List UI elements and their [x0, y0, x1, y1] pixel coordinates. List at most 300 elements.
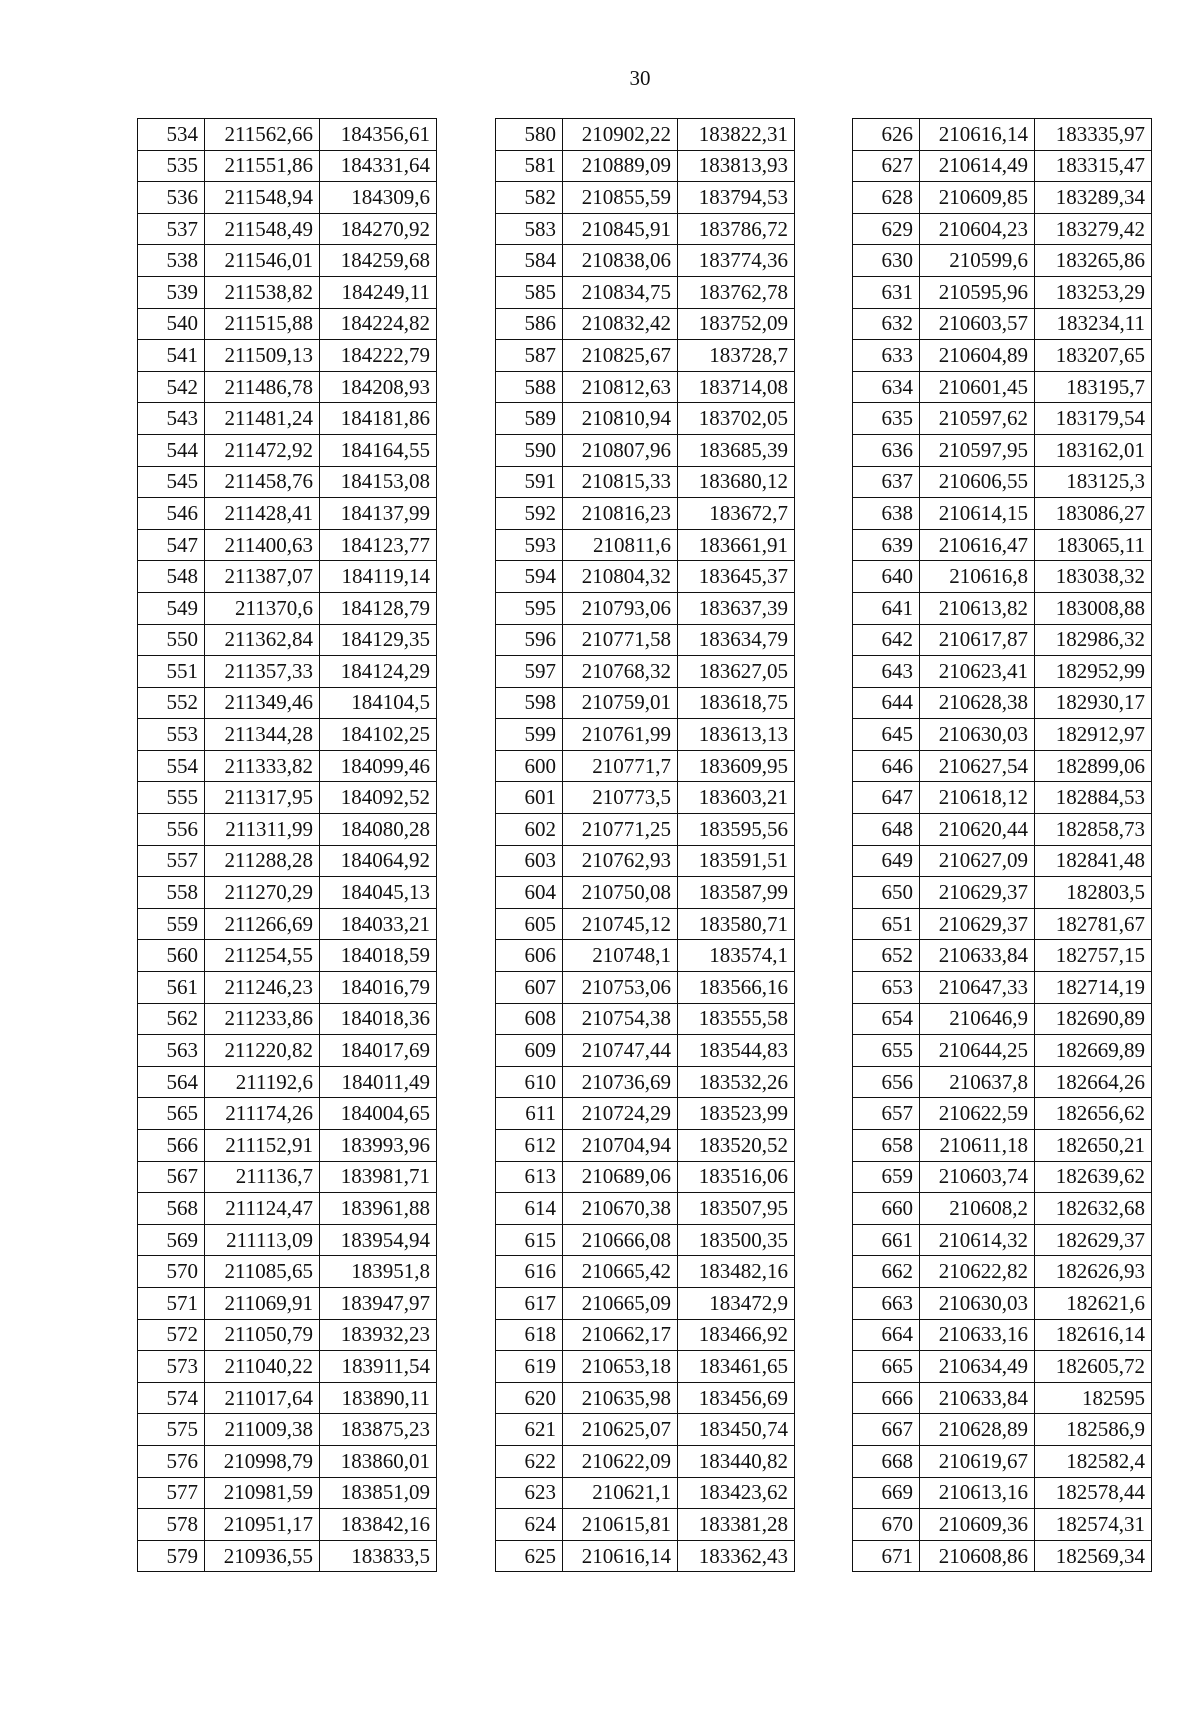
table-row: [138, 466, 437, 498]
table-row: [496, 498, 795, 530]
y-coordinate-cell: 183279,42: [1035, 213, 1152, 245]
point-number-cell: 591: [496, 466, 563, 498]
y-coordinate-cell: 183587,99: [678, 877, 795, 909]
x-coordinate-cell: 211017,64: [205, 1382, 320, 1414]
table-row: [496, 940, 795, 972]
table-row: [138, 276, 437, 308]
x-coordinate-cell: 210816,23: [563, 498, 678, 530]
point-number-cell: 618: [496, 1319, 563, 1351]
table-row: [138, 1540, 437, 1572]
point-number-cell: 568: [138, 1193, 205, 1225]
y-coordinate-cell: 183574,1: [678, 940, 795, 972]
table-row: [853, 940, 1152, 972]
table-row: [138, 1287, 437, 1319]
y-coordinate-cell: 183086,27: [1035, 498, 1152, 530]
y-coordinate-cell: 182586,9: [1035, 1414, 1152, 1446]
y-coordinate-cell: 184331,64: [320, 150, 437, 182]
x-coordinate-cell: 211333,82: [205, 750, 320, 782]
x-coordinate-cell: 210622,09: [563, 1445, 678, 1477]
x-coordinate-cell: 210665,42: [563, 1256, 678, 1288]
y-coordinate-cell: 183685,39: [678, 434, 795, 466]
point-number-cell: 617: [496, 1287, 563, 1319]
point-number-cell: 668: [853, 1445, 920, 1477]
table-row: [138, 529, 437, 561]
x-coordinate-cell: 210704,94: [563, 1130, 678, 1162]
table-row: [138, 434, 437, 466]
point-number-cell: 654: [853, 1003, 920, 1035]
point-number-cell: 583: [496, 213, 563, 245]
y-coordinate-cell: 183315,47: [1035, 150, 1152, 182]
x-coordinate-cell: 210622,59: [920, 1098, 1035, 1130]
point-number-cell: 611: [496, 1098, 563, 1130]
y-coordinate-cell: 183544,83: [678, 1035, 795, 1067]
x-coordinate-cell: 210630,03: [920, 1287, 1035, 1319]
point-number-cell: 549: [138, 592, 205, 624]
y-coordinate-cell: 182664,26: [1035, 1066, 1152, 1098]
point-number-cell: 622: [496, 1445, 563, 1477]
x-coordinate-cell: 210825,67: [563, 340, 678, 372]
table-row: [496, 340, 795, 372]
coordinates-table-3: [852, 118, 1152, 1572]
table-row: [138, 403, 437, 435]
point-number-cell: 588: [496, 371, 563, 403]
x-coordinate-cell: 210753,06: [563, 972, 678, 1004]
y-coordinate-cell: 182912,97: [1035, 719, 1152, 751]
x-coordinate-cell: 210633,16: [920, 1319, 1035, 1351]
table-row: [496, 1414, 795, 1446]
y-coordinate-cell: 183822,31: [678, 119, 795, 151]
x-coordinate-cell: 210608,86: [920, 1540, 1035, 1572]
table-row: [496, 1287, 795, 1319]
x-coordinate-cell: 210812,63: [563, 371, 678, 403]
y-coordinate-cell: 183932,23: [320, 1319, 437, 1351]
table-row: [138, 1098, 437, 1130]
y-coordinate-cell: 182626,93: [1035, 1256, 1152, 1288]
table-row: [138, 213, 437, 245]
point-number-cell: 639: [853, 529, 920, 561]
y-coordinate-cell: 183008,88: [1035, 592, 1152, 624]
table-row: [853, 908, 1152, 940]
y-coordinate-cell: 183762,78: [678, 276, 795, 308]
y-coordinate-cell: 183500,35: [678, 1224, 795, 1256]
point-number-cell: 550: [138, 624, 205, 656]
x-coordinate-cell: 210604,89: [920, 340, 1035, 372]
table-row: [853, 1098, 1152, 1130]
y-coordinate-cell: 184104,5: [320, 687, 437, 719]
x-coordinate-cell: 210633,84: [920, 1382, 1035, 1414]
y-coordinate-cell: 183523,99: [678, 1098, 795, 1130]
x-coordinate-cell: 210832,42: [563, 308, 678, 340]
point-number-cell: 605: [496, 908, 563, 940]
table-row: [853, 1445, 1152, 1477]
y-coordinate-cell: 184123,77: [320, 529, 437, 561]
y-coordinate-cell: 184017,69: [320, 1035, 437, 1067]
x-coordinate-cell: 211458,76: [205, 466, 320, 498]
x-coordinate-cell: 210615,81: [563, 1509, 678, 1541]
table-row: [853, 1477, 1152, 1509]
x-coordinate-cell: 210815,33: [563, 466, 678, 498]
table-row: [496, 1477, 795, 1509]
x-coordinate-cell: 210745,12: [563, 908, 678, 940]
x-coordinate-cell: 210625,07: [563, 1414, 678, 1446]
table-row: [138, 1161, 437, 1193]
y-coordinate-cell: 183851,09: [320, 1477, 437, 1509]
x-coordinate-cell: 211538,82: [205, 276, 320, 308]
point-number-cell: 660: [853, 1193, 920, 1225]
x-coordinate-cell: 210614,15: [920, 498, 1035, 530]
x-coordinate-cell: 210662,17: [563, 1319, 678, 1351]
y-coordinate-cell: 182605,72: [1035, 1351, 1152, 1383]
point-number-cell: 555: [138, 782, 205, 814]
table-row: [496, 434, 795, 466]
y-coordinate-cell: 184224,82: [320, 308, 437, 340]
table-row: [853, 624, 1152, 656]
point-number-cell: 567: [138, 1161, 205, 1193]
table-row: [853, 466, 1152, 498]
table-row: [853, 150, 1152, 182]
point-number-cell: 632: [853, 308, 920, 340]
point-number-cell: 644: [853, 687, 920, 719]
point-number-cell: 643: [853, 656, 920, 688]
x-coordinate-cell: 210622,82: [920, 1256, 1035, 1288]
y-coordinate-cell: 183362,43: [678, 1540, 795, 1572]
x-coordinate-cell: 211362,84: [205, 624, 320, 656]
x-coordinate-cell: 210998,79: [205, 1445, 320, 1477]
y-coordinate-cell: 184309,6: [320, 182, 437, 214]
table-row: [496, 1066, 795, 1098]
table-row: [853, 1066, 1152, 1098]
table-row: [496, 750, 795, 782]
y-coordinate-cell: 183450,74: [678, 1414, 795, 1446]
table-row: [853, 213, 1152, 245]
point-number-cell: 574: [138, 1382, 205, 1414]
y-coordinate-cell: 183507,95: [678, 1193, 795, 1225]
x-coordinate-cell: 210748,1: [563, 940, 678, 972]
y-coordinate-cell: 182952,99: [1035, 656, 1152, 688]
x-coordinate-cell: 210768,32: [563, 656, 678, 688]
table-row: [496, 466, 795, 498]
table-row: [138, 719, 437, 751]
table-row: [138, 782, 437, 814]
x-coordinate-cell: 210616,8: [920, 561, 1035, 593]
x-coordinate-cell: 211546,01: [205, 245, 320, 277]
point-number-cell: 610: [496, 1066, 563, 1098]
x-coordinate-cell: 210623,41: [920, 656, 1035, 688]
point-number-cell: 662: [853, 1256, 920, 1288]
point-number-cell: 663: [853, 1287, 920, 1319]
point-number-cell: 655: [853, 1035, 920, 1067]
y-coordinate-cell: 183461,65: [678, 1351, 795, 1383]
y-coordinate-cell: 182986,32: [1035, 624, 1152, 656]
y-coordinate-cell: 184124,29: [320, 656, 437, 688]
table-row: [138, 1319, 437, 1351]
point-number-cell: 535: [138, 150, 205, 182]
x-coordinate-cell: 210754,38: [563, 1003, 678, 1035]
table-row: [853, 308, 1152, 340]
table-row: [853, 845, 1152, 877]
x-coordinate-cell: 211124,47: [205, 1193, 320, 1225]
point-number-cell: 560: [138, 940, 205, 972]
y-coordinate-cell: 183794,53: [678, 182, 795, 214]
point-number-cell: 579: [138, 1540, 205, 1572]
x-coordinate-cell: 210653,18: [563, 1351, 678, 1383]
point-number-cell: 653: [853, 972, 920, 1004]
point-number-cell: 646: [853, 750, 920, 782]
point-number-cell: 580: [496, 119, 563, 151]
x-coordinate-cell: 211152,91: [205, 1130, 320, 1162]
x-coordinate-cell: 210608,2: [920, 1193, 1035, 1225]
x-coordinate-cell: 211266,69: [205, 908, 320, 940]
y-coordinate-cell: 183786,72: [678, 213, 795, 245]
table-row: [496, 877, 795, 909]
point-number-cell: 534: [138, 119, 205, 151]
table-row: [138, 1382, 437, 1414]
table-row: [138, 245, 437, 277]
table-row: [853, 656, 1152, 688]
x-coordinate-cell: 211548,94: [205, 182, 320, 214]
x-coordinate-cell: 211233,86: [205, 1003, 320, 1035]
point-number-cell: 652: [853, 940, 920, 972]
x-coordinate-cell: 210747,44: [563, 1035, 678, 1067]
y-coordinate-cell: 184137,99: [320, 498, 437, 530]
point-number-cell: 594: [496, 561, 563, 593]
x-coordinate-cell: 211349,46: [205, 687, 320, 719]
x-coordinate-cell: 211472,92: [205, 434, 320, 466]
x-coordinate-cell: 211246,23: [205, 972, 320, 1004]
y-coordinate-cell: 182574,31: [1035, 1509, 1152, 1541]
y-coordinate-cell: 183702,05: [678, 403, 795, 435]
y-coordinate-cell: 183609,95: [678, 750, 795, 782]
table-row: [853, 972, 1152, 1004]
y-coordinate-cell: 182656,62: [1035, 1098, 1152, 1130]
point-number-cell: 598: [496, 687, 563, 719]
x-coordinate-cell: 210597,62: [920, 403, 1035, 435]
table-row: [138, 750, 437, 782]
table-row: [138, 1477, 437, 1509]
point-number-cell: 540: [138, 308, 205, 340]
point-number-cell: 541: [138, 340, 205, 372]
table-row: [496, 1098, 795, 1130]
y-coordinate-cell: 183613,13: [678, 719, 795, 751]
point-number-cell: 558: [138, 877, 205, 909]
point-number-cell: 630: [853, 245, 920, 277]
point-number-cell: 584: [496, 245, 563, 277]
table-row: [496, 719, 795, 751]
y-coordinate-cell: 183947,97: [320, 1287, 437, 1319]
x-coordinate-cell: 210855,59: [563, 182, 678, 214]
y-coordinate-cell: 183603,21: [678, 782, 795, 814]
table-row: [853, 750, 1152, 782]
y-coordinate-cell: 184080,28: [320, 814, 437, 846]
y-coordinate-cell: 183860,01: [320, 1445, 437, 1477]
x-coordinate-cell: 210628,38: [920, 687, 1035, 719]
y-coordinate-cell: 183472,9: [678, 1287, 795, 1319]
x-coordinate-cell: 211387,07: [205, 561, 320, 593]
point-number-cell: 667: [853, 1414, 920, 1446]
point-number-cell: 603: [496, 845, 563, 877]
table-row: [853, 340, 1152, 372]
table-row: [496, 150, 795, 182]
table-row: [853, 371, 1152, 403]
x-coordinate-cell: 210936,55: [205, 1540, 320, 1572]
point-number-cell: 537: [138, 213, 205, 245]
table-row: [853, 1224, 1152, 1256]
x-coordinate-cell: 210599,6: [920, 245, 1035, 277]
x-coordinate-cell: 210601,45: [920, 371, 1035, 403]
table-row: [853, 782, 1152, 814]
y-coordinate-cell: 183466,92: [678, 1319, 795, 1351]
y-coordinate-cell: 183661,91: [678, 529, 795, 561]
point-number-cell: 545: [138, 466, 205, 498]
table-row: [853, 877, 1152, 909]
x-coordinate-cell: 210620,44: [920, 814, 1035, 846]
x-coordinate-cell: 211085,65: [205, 1256, 320, 1288]
x-coordinate-cell: 210773,5: [563, 782, 678, 814]
table-row: [853, 1003, 1152, 1035]
coordinates-table-1: [137, 118, 437, 1572]
point-number-cell: 602: [496, 814, 563, 846]
point-number-cell: 649: [853, 845, 920, 877]
x-coordinate-cell: 210613,82: [920, 592, 1035, 624]
x-coordinate-cell: 210603,74: [920, 1161, 1035, 1193]
table-row: [496, 1256, 795, 1288]
point-number-cell: 590: [496, 434, 563, 466]
table-row: [853, 1540, 1152, 1572]
y-coordinate-cell: 183672,7: [678, 498, 795, 530]
x-coordinate-cell: 211040,22: [205, 1351, 320, 1383]
y-coordinate-cell: 183774,36: [678, 245, 795, 277]
table-row: [496, 561, 795, 593]
table-row: [496, 1193, 795, 1225]
table-row: [853, 119, 1152, 151]
y-coordinate-cell: 184129,35: [320, 624, 437, 656]
point-number-cell: 614: [496, 1193, 563, 1225]
point-number-cell: 599: [496, 719, 563, 751]
y-coordinate-cell: 184259,68: [320, 245, 437, 277]
table-row: [138, 119, 437, 151]
x-coordinate-cell: 211288,28: [205, 845, 320, 877]
table-row: [853, 561, 1152, 593]
y-coordinate-cell: 183265,86: [1035, 245, 1152, 277]
x-coordinate-cell: 211113,09: [205, 1224, 320, 1256]
table-row: [496, 276, 795, 308]
x-coordinate-cell: 210845,91: [563, 213, 678, 245]
point-number-cell: 670: [853, 1509, 920, 1541]
x-coordinate-cell: 211551,86: [205, 150, 320, 182]
point-number-cell: 563: [138, 1035, 205, 1067]
table-row: [138, 182, 437, 214]
x-coordinate-cell: 210647,33: [920, 972, 1035, 1004]
x-coordinate-cell: 210759,01: [563, 687, 678, 719]
y-coordinate-cell: 182629,37: [1035, 1224, 1152, 1256]
y-coordinate-cell: 183728,7: [678, 340, 795, 372]
point-number-cell: 592: [496, 498, 563, 530]
point-number-cell: 656: [853, 1066, 920, 1098]
table-row: [496, 972, 795, 1004]
y-coordinate-cell: 182650,21: [1035, 1130, 1152, 1162]
x-coordinate-cell: 211009,38: [205, 1414, 320, 1446]
y-coordinate-cell: 183195,7: [1035, 371, 1152, 403]
x-coordinate-cell: 210616,14: [920, 119, 1035, 151]
table-row: [853, 1035, 1152, 1067]
y-coordinate-cell: 183618,75: [678, 687, 795, 719]
y-coordinate-cell: 184222,79: [320, 340, 437, 372]
y-coordinate-cell: 183482,16: [678, 1256, 795, 1288]
table-row: [853, 1382, 1152, 1414]
table-row: [853, 1256, 1152, 1288]
page-number: 30: [629, 66, 651, 90]
x-coordinate-cell: 211370,6: [205, 592, 320, 624]
y-coordinate-cell: 184011,49: [320, 1066, 437, 1098]
x-coordinate-cell: 210619,67: [920, 1445, 1035, 1477]
y-coordinate-cell: 184208,93: [320, 371, 437, 403]
table-row: [496, 245, 795, 277]
x-coordinate-cell: 210670,38: [563, 1193, 678, 1225]
point-number-cell: 586: [496, 308, 563, 340]
y-coordinate-cell: 183516,06: [678, 1161, 795, 1193]
point-number-cell: 553: [138, 719, 205, 751]
table-row: [853, 1193, 1152, 1225]
y-coordinate-cell: 183890,11: [320, 1382, 437, 1414]
point-number-cell: 559: [138, 908, 205, 940]
table-row: [853, 529, 1152, 561]
point-number-cell: 613: [496, 1161, 563, 1193]
point-number-cell: 607: [496, 972, 563, 1004]
y-coordinate-cell: 184270,92: [320, 213, 437, 245]
y-coordinate-cell: 182595: [1035, 1382, 1152, 1414]
y-coordinate-cell: 183125,3: [1035, 466, 1152, 498]
point-number-cell: 636: [853, 434, 920, 466]
point-number-cell: 565: [138, 1098, 205, 1130]
table-row: [138, 940, 437, 972]
y-coordinate-cell: 183833,5: [320, 1540, 437, 1572]
table-row: [853, 1414, 1152, 1446]
point-number-cell: 543: [138, 403, 205, 435]
x-coordinate-cell: 210771,25: [563, 814, 678, 846]
point-number-cell: 551: [138, 656, 205, 688]
y-coordinate-cell: 183752,09: [678, 308, 795, 340]
y-coordinate-cell: 183993,96: [320, 1130, 437, 1162]
table-row: [138, 592, 437, 624]
x-coordinate-cell: 211400,63: [205, 529, 320, 561]
y-coordinate-cell: 182930,17: [1035, 687, 1152, 719]
y-coordinate-cell: 183234,11: [1035, 308, 1152, 340]
table-row: [496, 1035, 795, 1067]
table-row: [496, 371, 795, 403]
y-coordinate-cell: 183591,51: [678, 845, 795, 877]
table-row: [138, 371, 437, 403]
y-coordinate-cell: 183555,58: [678, 1003, 795, 1035]
y-coordinate-cell: 184018,59: [320, 940, 437, 972]
point-number-cell: 648: [853, 814, 920, 846]
table-row: [138, 1414, 437, 1446]
table-row: [496, 656, 795, 688]
y-coordinate-cell: 182569,34: [1035, 1540, 1152, 1572]
x-coordinate-cell: 210609,36: [920, 1509, 1035, 1541]
x-coordinate-cell: 210595,96: [920, 276, 1035, 308]
table-row: [496, 1540, 795, 1572]
table-row: [496, 1224, 795, 1256]
table-row: [496, 403, 795, 435]
y-coordinate-cell: 183207,65: [1035, 340, 1152, 372]
y-coordinate-cell: 182582,4: [1035, 1445, 1152, 1477]
x-coordinate-cell: 211509,13: [205, 340, 320, 372]
point-number-cell: 587: [496, 340, 563, 372]
point-number-cell: 615: [496, 1224, 563, 1256]
x-coordinate-cell: 210902,22: [563, 119, 678, 151]
point-number-cell: 562: [138, 1003, 205, 1035]
point-number-cell: 626: [853, 119, 920, 151]
